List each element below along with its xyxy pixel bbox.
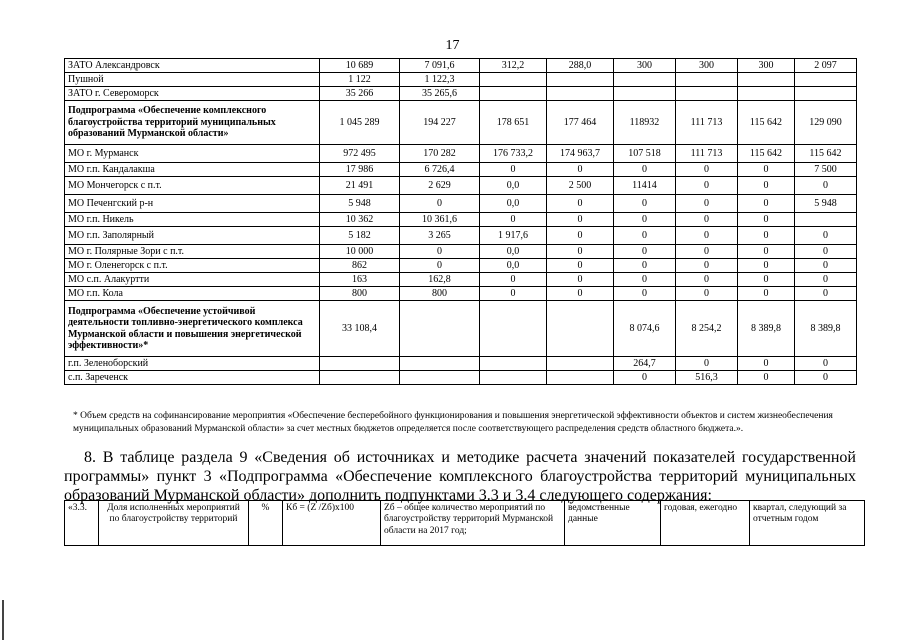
table-row [65, 357, 857, 371]
table-cell: 17 986 [320, 163, 400, 177]
table-cell: 177 464 [547, 101, 614, 145]
table-cell: 10 361,6 [400, 213, 480, 227]
table-cell: 0 [676, 163, 738, 177]
table-cell: 0 [547, 287, 614, 301]
table-cell: 129 090 [795, 101, 857, 145]
table-cell: 0 [480, 163, 547, 177]
row-label: МО г.п. Заполярный [65, 227, 320, 245]
table-cell [547, 371, 614, 385]
table-cell: 1 122,3 [400, 73, 480, 87]
table-cell: 115 642 [738, 101, 795, 145]
table-cell [547, 357, 614, 371]
row-label: г.п. Зеленоборский [65, 357, 320, 371]
row-label: МО с.п. Алакуртти [65, 273, 320, 287]
table-cell: 5 948 [795, 195, 857, 213]
row-label: МО г. Оленегорск с п.т. [65, 259, 320, 273]
table-cell: 0 [400, 195, 480, 213]
indicator-number: «3.3. [65, 501, 99, 546]
table-row [65, 213, 857, 227]
row-label: Подпрограмма «Обеспечение устойчивой деятельности топливно-энергетического комплекса Мурманской области и повышения энергетической эффективности»* [65, 301, 320, 357]
table-cell: 0 [400, 245, 480, 259]
table-row [65, 301, 857, 357]
table-cell: 0,0 [480, 195, 547, 213]
table-cell [676, 73, 738, 87]
table-cell: 0 [547, 163, 614, 177]
indicator-source: ведомственные данные [565, 501, 661, 546]
footnote: * Объем средств на софинансирование мероприятия «Обеспечение бесперебойного функционирования и повышения энергетической эффективности объектов и систем жизнеобеспечения муниципальных образований Мурманской области» за счет местных бюджетов определяется после соответствующего распределения средств областного бюджета.». [73, 411, 833, 434]
table-cell [795, 213, 857, 227]
table-row [65, 145, 857, 163]
table-cell: 5 182 [320, 227, 400, 245]
table-cell: 118932 [614, 101, 676, 145]
table-cell: 0 [676, 357, 738, 371]
row-label: МО Мончегорск с п.т. [65, 177, 320, 195]
table-cell: 300 [676, 59, 738, 73]
table-cell [320, 357, 400, 371]
table-cell [795, 87, 857, 101]
table-cell: 33 108,4 [320, 301, 400, 357]
table-cell: 0 [480, 273, 547, 287]
indicator-name: Доля исполненных мероприятий по благоустройству территорий [99, 501, 249, 546]
table-cell: 10 362 [320, 213, 400, 227]
table-cell: 0 [400, 259, 480, 273]
table-cell: 0 [738, 357, 795, 371]
table-row [65, 101, 857, 145]
table-cell: 0 [738, 371, 795, 385]
table-cell [480, 357, 547, 371]
table-cell: 6 726,4 [400, 163, 480, 177]
table-cell: 162,8 [400, 273, 480, 287]
indicator-period: годовая, ежегодно [661, 501, 750, 546]
table-cell: 972 495 [320, 145, 400, 163]
table-cell: 10 000 [320, 245, 400, 259]
table-cell: 0 [547, 213, 614, 227]
indicator-unit: % [249, 501, 283, 546]
table-cell: 0 [738, 213, 795, 227]
table-cell: 0 [614, 273, 676, 287]
table-cell: 107 518 [614, 145, 676, 163]
table-cell: 0,0 [480, 177, 547, 195]
table-cell: 0 [547, 195, 614, 213]
table-cell: 0 [676, 259, 738, 273]
table-cell: 0 [676, 245, 738, 259]
table-cell [480, 73, 547, 87]
table-cell: 0 [614, 213, 676, 227]
table-cell: 516,3 [676, 371, 738, 385]
table-cell: 0 [795, 245, 857, 259]
row-label: МО г. Полярные Зори с п.т. [65, 245, 320, 259]
table-cell: 8 389,8 [738, 301, 795, 357]
row-label: ЗАТО Александровск [65, 59, 320, 73]
table-cell: 0 [738, 163, 795, 177]
table-row [65, 195, 857, 213]
table-cell: 0 [738, 227, 795, 245]
table-cell: 8 254,2 [676, 301, 738, 357]
table-cell: 0 [738, 177, 795, 195]
table-cell: 0 [547, 245, 614, 259]
table-cell: 11414 [614, 177, 676, 195]
page-number: 17 [445, 38, 460, 53]
table-cell: 5 948 [320, 195, 400, 213]
table-cell: 0 [738, 245, 795, 259]
table-cell: 0 [676, 273, 738, 287]
row-label: МО г.п. Кола [65, 287, 320, 301]
table-cell: 0 [795, 371, 857, 385]
table-cell [320, 371, 400, 385]
table-cell: 300 [738, 59, 795, 73]
table-cell [547, 87, 614, 101]
table-cell: 170 282 [400, 145, 480, 163]
indicator-formula: Кб = (Z /Zб)х100 [283, 501, 381, 546]
table-cell [400, 357, 480, 371]
table-cell: 0,0 [480, 259, 547, 273]
table-cell: 800 [320, 287, 400, 301]
table-row [65, 259, 857, 273]
table-row [65, 273, 857, 287]
table-cell: 174 963,7 [547, 145, 614, 163]
table-cell: 800 [400, 287, 480, 301]
table-cell: 0 [795, 273, 857, 287]
table-cell: 0 [480, 287, 547, 301]
table-cell: 1 917,6 [480, 227, 547, 245]
table-cell [480, 301, 547, 357]
table-cell: 0 [738, 195, 795, 213]
table-cell: 0 [738, 273, 795, 287]
table-cell: 0 [676, 213, 738, 227]
table-row [65, 59, 857, 73]
table-cell: 288,0 [547, 59, 614, 73]
table-cell: 312,2 [480, 59, 547, 73]
table-cell: 0 [795, 259, 857, 273]
table-cell: 0 [547, 273, 614, 287]
table-cell: 10 689 [320, 59, 400, 73]
table-cell [547, 73, 614, 87]
row-label: Пушной [65, 73, 320, 87]
table-row [65, 287, 857, 301]
table-cell: 1 045 289 [320, 101, 400, 145]
table-cell: 0 [676, 195, 738, 213]
indicator-definition: Zб – общее количество мероприятий по благоустройству территорий Мурманской области на 2017 год; [381, 501, 565, 546]
table-row [65, 87, 857, 101]
table-cell: 2 500 [547, 177, 614, 195]
table-cell: 0 [795, 227, 857, 245]
table-cell: 0 [614, 259, 676, 273]
table-cell: 8 074,6 [614, 301, 676, 357]
table-cell: 0 [614, 245, 676, 259]
table-cell: 7 091,6 [400, 59, 480, 73]
table-row [65, 73, 857, 87]
table-cell: 1 122 [320, 73, 400, 87]
table-cell: 264,7 [614, 357, 676, 371]
table-cell: 2 097 [795, 59, 857, 73]
table-cell: 0 [795, 287, 857, 301]
table-cell: 0 [547, 259, 614, 273]
table-cell: 111 713 [676, 101, 738, 145]
table-cell: 2 629 [400, 177, 480, 195]
table-cell: 0 [676, 177, 738, 195]
table-row [65, 227, 857, 245]
table-cell [738, 87, 795, 101]
table-cell [400, 301, 480, 357]
table-cell: 0 [738, 287, 795, 301]
table-cell: 0 [614, 227, 676, 245]
table-cell: 0 [676, 287, 738, 301]
table-row [65, 245, 857, 259]
table-cell: 194 227 [400, 101, 480, 145]
row-label: Подпрограмма «Обеспечение комплексного благоустройства территорий муниципальных образований Мурманской области» [65, 101, 320, 145]
table-cell [738, 73, 795, 87]
table-cell: 7 500 [795, 163, 857, 177]
indicator-row [65, 501, 865, 546]
amendment-paragraph: 8. В таблице раздела 9 «Сведения об источниках и методике расчета значений показателей государственной программы» пункт 3 «Подпрограмма «Обеспечение комплексного благоустройства территорий муниципальных образований Мурманской области» дополнить подпунктами 3.3 и 3.4 следующего содержания: [64, 449, 856, 504]
table-cell [614, 87, 676, 101]
table-cell: 163 [320, 273, 400, 287]
table-cell: 111 713 [676, 145, 738, 163]
table-cell: 0 [614, 195, 676, 213]
row-label: с.п. Зареченск [65, 371, 320, 385]
table-cell: 115 642 [795, 145, 857, 163]
indicator-deadline: квартал, следующий за отчетным годом [750, 501, 865, 546]
row-label: МО Печенгский р-н [65, 195, 320, 213]
table-cell [547, 301, 614, 357]
table-cell: 178 651 [480, 101, 547, 145]
row-label: МО г.п. Кандалакша [65, 163, 320, 177]
row-label: МО г. Мурманск [65, 145, 320, 163]
table-cell: 0 [795, 177, 857, 195]
table-cell [795, 73, 857, 87]
table-cell: 0 [795, 357, 857, 371]
table-cell: 0 [614, 287, 676, 301]
table-cell: 8 389,8 [795, 301, 857, 357]
table-cell: 862 [320, 259, 400, 273]
table-cell [676, 87, 738, 101]
indicator-table [64, 500, 865, 546]
table-cell: 35 266 [320, 87, 400, 101]
row-label: ЗАТО г. Североморск [65, 87, 320, 101]
margin-mark [2, 600, 4, 640]
table-cell: 35 265,6 [400, 87, 480, 101]
table-cell: 0 [480, 213, 547, 227]
table-cell [480, 87, 547, 101]
table-cell: 0,0 [480, 245, 547, 259]
table-row [65, 177, 857, 195]
table-cell [480, 371, 547, 385]
table-cell: 115 642 [738, 145, 795, 163]
table-row [65, 163, 857, 177]
table-cell: 0 [547, 227, 614, 245]
table-row [65, 371, 857, 385]
table-cell: 300 [614, 59, 676, 73]
table-cell: 0 [614, 371, 676, 385]
table-cell [614, 73, 676, 87]
funding-table [64, 58, 857, 385]
table-cell: 176 733,2 [480, 145, 547, 163]
table-cell: 0 [614, 163, 676, 177]
table-cell: 0 [676, 227, 738, 245]
table-cell: 0 [738, 259, 795, 273]
table-cell: 21 491 [320, 177, 400, 195]
table-cell [400, 371, 480, 385]
table-cell: 3 265 [400, 227, 480, 245]
row-label: МО г.п. Никель [65, 213, 320, 227]
